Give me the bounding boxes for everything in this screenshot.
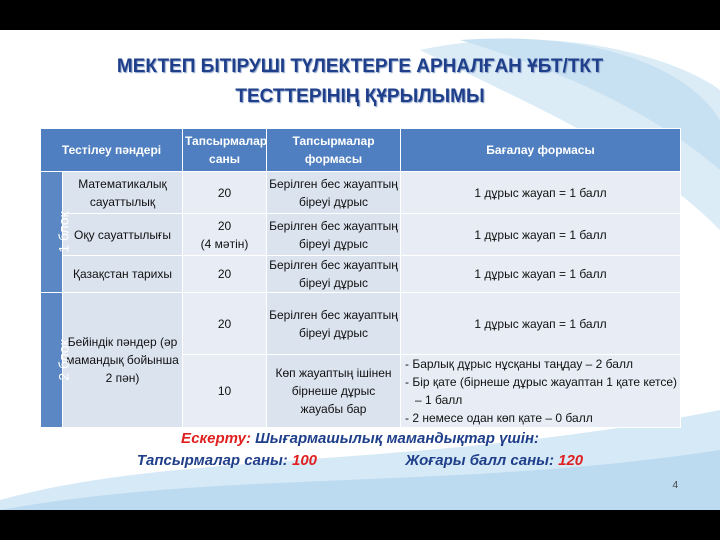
max-label: Жоғары балл саны: xyxy=(405,452,554,469)
header-task-count: Тапсырмалар саны xyxy=(183,129,267,172)
tasks-label: Тапсырмалар саны: xyxy=(136,452,288,469)
note xyxy=(0,428,720,472)
grading-cell xyxy=(401,355,681,428)
count-cell: 20 xyxy=(183,256,267,293)
format-cell: Берілген бес жауаптың біреуі дұрыс xyxy=(267,256,401,293)
format-cell: Берілген бес жауаптың біреуі дұрыс xyxy=(267,214,401,256)
subject-cell: Бейіндік пәндер (әр мамандық бойынша 2 пән) xyxy=(63,293,183,428)
tasks-value: 100 xyxy=(291,452,318,469)
count-cell: 20 xyxy=(183,172,267,214)
note-text: Шығармашылық мамандықтар үшін: xyxy=(255,430,539,447)
grading-cell: 1 дұрыс жауап = 1 балл xyxy=(401,172,681,214)
page-number: 4 xyxy=(672,480,678,491)
table-header-row xyxy=(41,129,681,172)
subject-cell: Оқу сауаттылығы xyxy=(63,214,183,256)
grading-cell: 1 дұрыс жауап = 1 балл xyxy=(401,256,681,293)
grading-cell: 1 дұрыс жауап = 1 балл xyxy=(401,214,681,256)
format-cell: Көп жауаптың ішінен бірнеше дұрыс жауабы бар xyxy=(267,355,401,428)
title-line-2: ТЕСТТЕРІНІҢ ҚҰРЫЛЫМЫ xyxy=(235,86,485,107)
table-row xyxy=(41,256,681,293)
format-cell: Берілген бес жауаптың біреуі дұрыс xyxy=(267,293,401,355)
note-label: Ескерту: xyxy=(181,430,251,447)
subject-cell: Математикалық сауаттылық xyxy=(63,172,183,214)
note-line-2 xyxy=(0,450,720,472)
note-line-1 xyxy=(0,428,720,450)
count-value: 20 xyxy=(217,218,232,233)
max-value: 120 xyxy=(558,452,584,469)
grading-line: - 2 немесе одан көп қате – 0 балл xyxy=(405,411,593,425)
block2-label-cell xyxy=(41,293,72,428)
slide xyxy=(0,30,720,510)
count-cell: 10 xyxy=(183,355,267,428)
grading-line: – 1 балл xyxy=(415,393,463,407)
header-subjects: Тестілеу пәндері xyxy=(41,129,183,172)
header-grading: Бағалау формасы xyxy=(401,129,681,172)
block1-label: 1 блок xyxy=(55,211,72,253)
count-cell xyxy=(183,214,267,256)
count-cell: 20 xyxy=(183,293,267,355)
block1-label-cell xyxy=(41,172,72,293)
count-note: (4 мәтін) xyxy=(200,236,249,251)
table-row xyxy=(41,214,681,256)
grading-line: - Барлық дұрыс нұсқаны таңдау – 2 балл xyxy=(405,357,633,371)
page-title xyxy=(0,52,720,112)
title-line-1: МЕКТЕП БІТІРУШІ ТҮЛЕКТЕРГЕ АРНАЛҒАН ҰБТ/ТКТ xyxy=(116,56,604,77)
structure-table xyxy=(40,128,681,428)
format-cell: Берілген бес жауаптың біреуі дұрыс xyxy=(267,172,401,214)
table-row xyxy=(41,293,681,355)
block2-label: 2 блок xyxy=(55,339,72,381)
header-task-format: Тапсырмалар формасы xyxy=(267,129,401,172)
grading-line: - Бір қате (бірнеше дұрыс жауаптан 1 қате кетсе) xyxy=(405,375,678,389)
subject-cell: Қазақстан тарихы xyxy=(63,256,183,293)
grading-cell: 1 дұрыс жауап = 1 балл xyxy=(401,293,681,355)
table-row xyxy=(41,172,681,214)
